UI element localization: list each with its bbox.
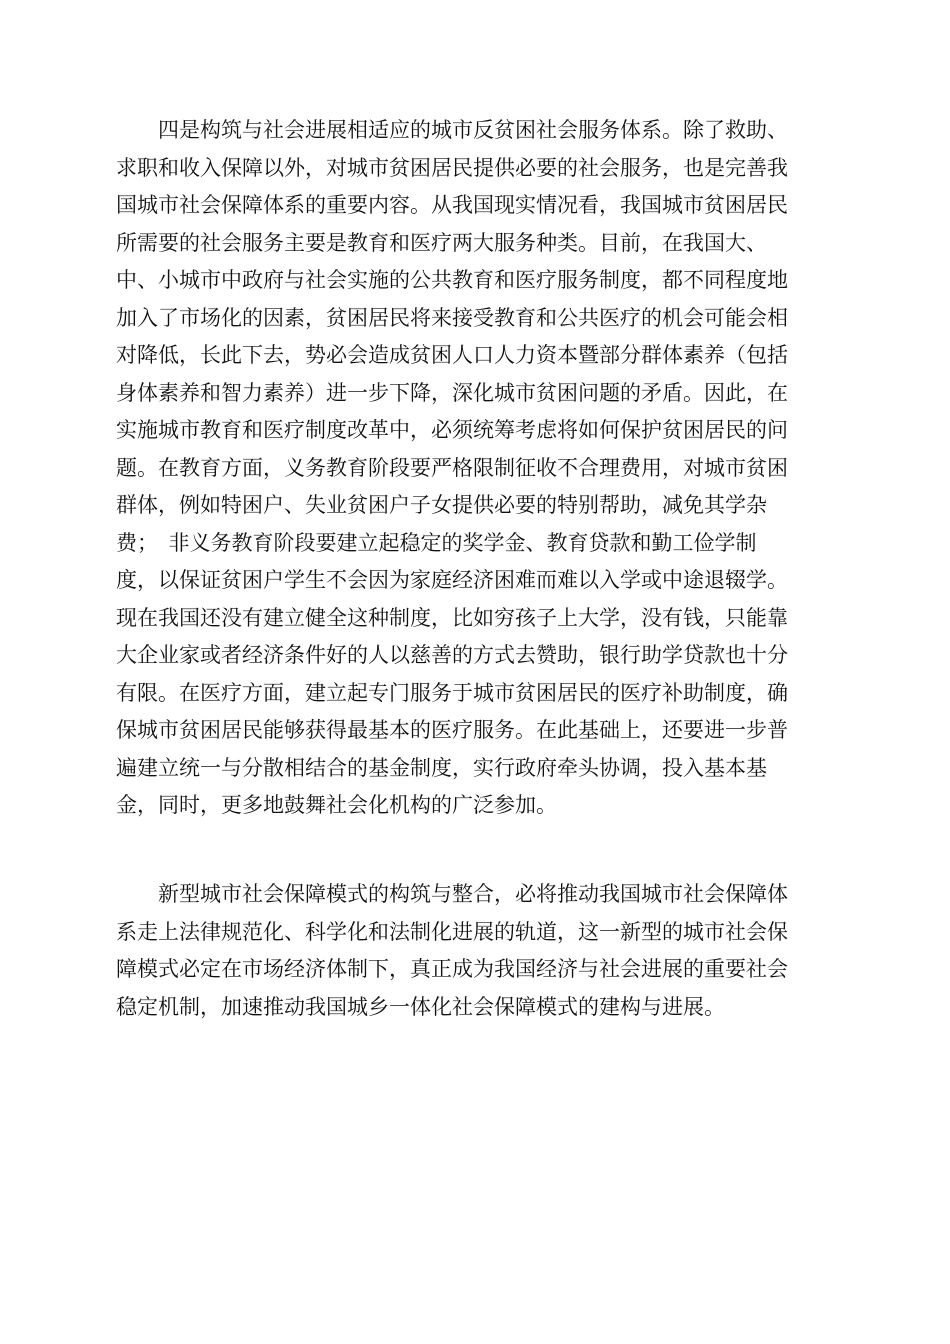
text-line: 群体，例如特困户、失业贫困户子女提供必要的特别帮助，减免其学杂 xyxy=(116,493,767,517)
text-line: 有限。在医疗方面，建立起专门服务于城市贫困居民的医疗补助制度，确 xyxy=(116,680,788,705)
text-line: 中、小城市中政府与社会实施的公共教育和医疗服务制度，都不同程度地 xyxy=(116,268,788,292)
text-line: 费； 非义务教育阶段要建立起稳定的奖学金、教育贷款和勤工俭学制 xyxy=(116,530,757,555)
text-line: 金，同时，更多地鼓舞社会化机构的广泛参加。 xyxy=(116,793,557,817)
text-line: 实施城市教育和医疗制度改革中，必须统筹考虑将如何保护贫困居民的问 xyxy=(116,418,788,442)
text-line: 四是构筑与社会进展相适应的城市反贫困社会服务体系。除了救助、 xyxy=(116,118,788,142)
text-line: 所需要的社会服务主要是教育和医疗两大服务种类。目前，在我国大、 xyxy=(116,230,767,255)
text-line: 求职和收入保障以外，对城市贫困居民提供必要的社会服务，也是完善我 xyxy=(116,155,788,180)
text-line: 度，以保证贫困户学生不会因为家庭经济困难而难以入学或中途退辍学。 xyxy=(116,568,788,592)
text-line: 遍建立统一与分散相结合的基金制度，实行政府牵头协调，投入基本基 xyxy=(116,755,767,780)
text-line: 大企业家或者经济条件好的人以慈善的方式去赞助，银行助学贷款也十分 xyxy=(116,643,788,667)
paragraph-1 xyxy=(116,112,836,825)
text-line: 障模式必定在市场经济体制下，真正成为我国经济与社会进展的重要社会 xyxy=(116,957,788,981)
text-line: 新型城市社会保障模式的构筑与整合，必将推动我国城市社会保障体 xyxy=(116,882,788,906)
text-line: 题。在教育方面，义务教育阶段要严格限制征收不合理费用，对城市贫困 xyxy=(116,455,788,480)
text-line: 国城市社会保障体系的重要内容。从我国现实情况看，我国城市贫困居民 xyxy=(116,193,788,217)
text-line: 保城市贫困居民能够获得最基本的医疗服务。在此基础上，还要进一步普 xyxy=(116,718,788,742)
text-line: 稳定机制，加速推动我国城乡一体化社会保障模式的建构与进展。 xyxy=(116,994,725,1019)
text-line: 身体素养和智力素养）进一步下降，深化城市贫困问题的矛盾。因此，在 xyxy=(116,380,788,405)
text-line: 系走上法律规范化、科学化和法制化进展的轨道，这一新型的城市社会保 xyxy=(116,919,788,944)
text-line: 现在我国还没有建立健全这种制度，比如穷孩子上大学，没有钱，只能靠 xyxy=(116,605,788,630)
paragraph-2 xyxy=(116,876,836,1026)
text-line: 对降低，长此下去，势必会造成贫困人口人力资本暨部分群体素养（包括 xyxy=(116,343,788,367)
text-line: 加入了市场化的因素，贫困居民将来接受教育和公共医疗的机会可能会相 xyxy=(116,305,788,330)
